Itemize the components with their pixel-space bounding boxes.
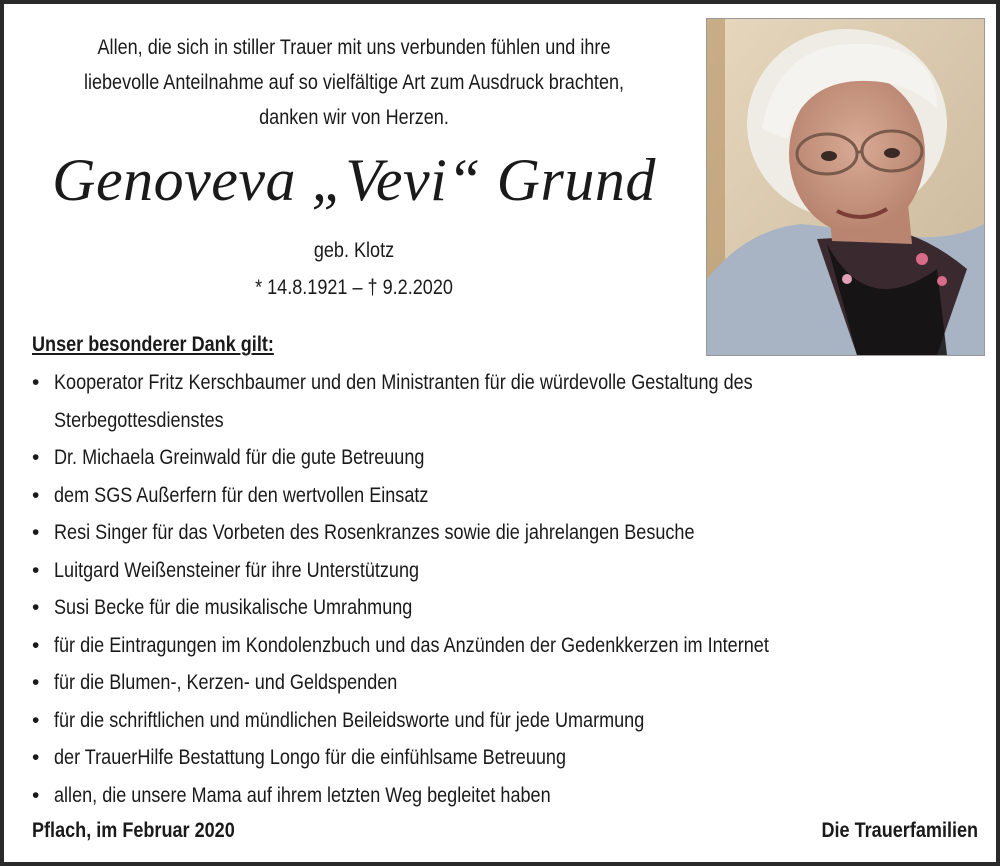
- bullet-icon: •: [32, 521, 40, 544]
- list-item: [32, 777, 972, 815]
- intro-text: [70, 30, 638, 135]
- list-item: [32, 477, 972, 515]
- thanks-list: [32, 364, 972, 814]
- intro-line: danken wir von Herzen.: [259, 106, 449, 129]
- list-item-text: für die Blumen-, Kerzen- und Geldspenden: [54, 671, 398, 694]
- bullet-icon: •: [32, 596, 40, 619]
- list-item-continuation: [32, 402, 972, 440]
- list-item-text: für die schriftlichen und mündlichen Beileidsworte und für jede Umarmung: [54, 708, 645, 732]
- bullet-icon: •: [32, 671, 40, 694]
- list-item: [32, 739, 972, 777]
- bullet-icon: •: [32, 558, 40, 582]
- bullet-icon: •: [32, 446, 40, 469]
- list-item: [32, 627, 972, 665]
- list-item: [32, 364, 972, 402]
- list-item: [32, 702, 972, 740]
- list-item: [32, 552, 972, 590]
- life-dates: * 14.8.1921 – † 9.2.2020: [255, 276, 453, 299]
- list-item-text: Luitgard Weißensteiner für ihre Unterstützung: [54, 558, 420, 582]
- list-item-text: der TrauerHilfe Bestattung Longo für die einfühlsame Betreuung: [54, 746, 567, 769]
- list-item-text: Susi Becke für die musikalische Umrahmung: [54, 596, 413, 619]
- list-item-text: Sterbegottesdienstes: [54, 408, 224, 432]
- portrait-photo: [706, 18, 985, 356]
- birth-name: geb. Klotz: [313, 239, 395, 262]
- bullet-icon: •: [32, 371, 40, 394]
- intro-line: liebevolle Anteilnahme auf so vielfältige Art zum Ausdruck brachten,: [83, 71, 625, 94]
- portrait-photo-icon: [707, 19, 984, 355]
- list-item-text: Resi Singer für das Vorbeten des Rosenkranzes sowie die jahrelangen Besuche: [54, 521, 695, 544]
- list-item: [32, 439, 972, 477]
- bullet-icon: •: [32, 483, 40, 507]
- list-item: [32, 514, 972, 552]
- list-item-text: Dr. Michaela Greinwald für die gute Betreuung: [54, 446, 425, 469]
- list-item-text: allen, die unsere Mama auf ihrem letzten Weg begleitet haben: [54, 783, 551, 807]
- deceased-details: [70, 232, 638, 306]
- bullet-icon: •: [32, 746, 40, 769]
- list-item-text: für die Eintragungen im Kondolenzbuch und das Anzünden der Gedenkkerzen im Internet: [54, 633, 769, 657]
- list-item: [32, 589, 972, 627]
- bullet-icon: •: [32, 633, 40, 657]
- signature: Die Trauerfamilien: [821, 819, 978, 842]
- list-item-text: dem SGS Außerfern für den wertvollen Einsatz: [54, 483, 429, 507]
- bullet-icon: •: [32, 783, 40, 807]
- list-item: [32, 664, 972, 702]
- place-date: Pflach, im Februar 2020: [32, 819, 235, 842]
- thanks-heading: Unser besonderer Dank gilt:: [32, 333, 274, 356]
- intro-line: Allen, die sich in stiller Trauer mit uns verbunden fühlen und ihre: [97, 36, 611, 59]
- bullet-icon: •: [32, 708, 40, 732]
- list-item-text: Kooperator Fritz Kerschbaumer und den Ministranten für die würdevolle Gestaltung des: [54, 371, 753, 394]
- deceased-name: Genoveva „Vevi“ Grund: [52, 147, 656, 213]
